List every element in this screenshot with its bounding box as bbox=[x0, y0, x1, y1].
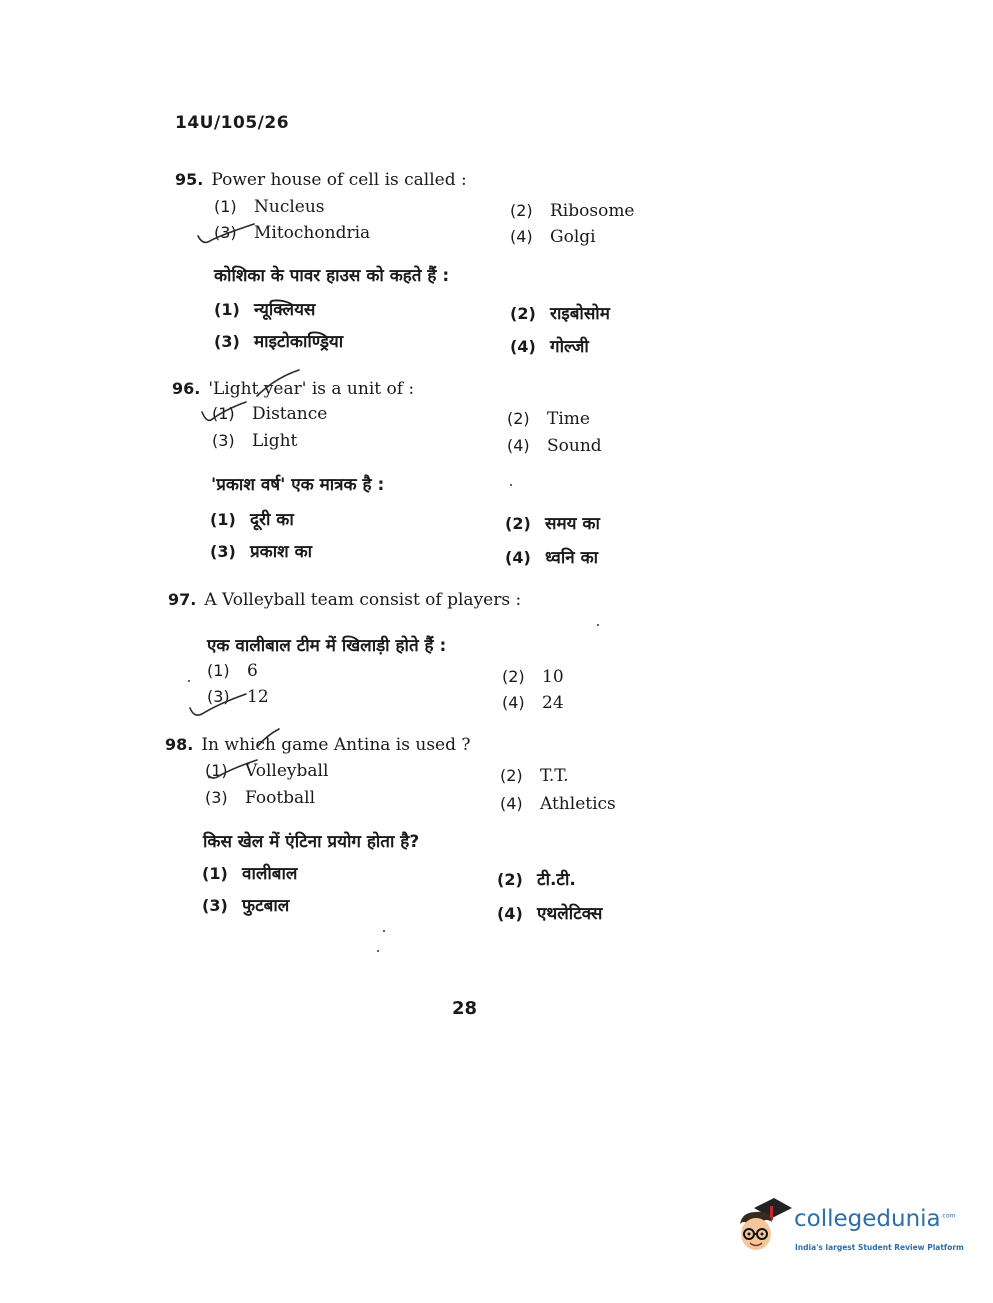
option-number: (1) bbox=[207, 661, 230, 680]
option-label: 10 bbox=[542, 667, 564, 687]
option-number: (4) bbox=[510, 337, 536, 356]
question-text: 'Light year' is a unit of : bbox=[208, 379, 415, 399]
option-number: (3) bbox=[214, 332, 240, 351]
hindi-option-4[interactable] bbox=[497, 901, 602, 924]
option-number: (4) bbox=[505, 548, 531, 567]
option-number: (3) bbox=[214, 223, 237, 242]
option-2[interactable] bbox=[500, 766, 569, 786]
hindi-option-2[interactable] bbox=[497, 867, 576, 890]
option-2[interactable] bbox=[502, 667, 564, 687]
option-4[interactable] bbox=[502, 693, 564, 713]
option-label: Football bbox=[245, 788, 316, 808]
scan-speck bbox=[597, 624, 599, 626]
option-number: (2) bbox=[502, 667, 525, 686]
option-label: ध्वनि का bbox=[545, 548, 599, 568]
question-text-hindi: 'प्रकाश वर्ष' एक मात्रक है : bbox=[211, 475, 385, 495]
brand-name bbox=[794, 1206, 955, 1232]
option-label: Volleyball bbox=[245, 761, 329, 781]
option-number: (2) bbox=[510, 304, 536, 323]
option-1[interactable] bbox=[214, 197, 325, 217]
option-number: (3) bbox=[202, 896, 228, 915]
brand-name-text: collegedunia bbox=[794, 1206, 941, 1232]
option-number: (4) bbox=[502, 693, 525, 712]
option-number: (4) bbox=[500, 794, 523, 813]
option-label: Light bbox=[252, 431, 298, 451]
underline-stroke-icon bbox=[255, 725, 285, 749]
option-label: Time bbox=[547, 409, 590, 429]
question-stem bbox=[165, 735, 471, 755]
option-label: फुटबाल bbox=[242, 896, 290, 916]
option-label: एथलेटिक्स bbox=[537, 904, 603, 924]
option-2[interactable] bbox=[507, 409, 590, 429]
hindi-option-1[interactable] bbox=[202, 861, 297, 884]
option-label: प्रकाश का bbox=[250, 542, 313, 562]
option-label: वालीबाल bbox=[242, 864, 298, 884]
brand-logo[interactable] bbox=[736, 1196, 964, 1266]
option-1[interactable] bbox=[207, 661, 258, 681]
hindi-option-4[interactable] bbox=[510, 334, 589, 357]
hindi-option-3[interactable] bbox=[202, 893, 289, 916]
option-label: Athletics bbox=[540, 794, 616, 814]
option-label: दूरी का bbox=[250, 510, 294, 530]
option-label: समय का bbox=[545, 514, 600, 534]
option-number: (2) bbox=[497, 870, 523, 889]
answer-tick-mark-98 bbox=[205, 758, 265, 786]
question-text-hindi: किस खेल में एंटिना प्रयोग होता है? bbox=[203, 832, 420, 852]
hindi-option-1[interactable] bbox=[210, 507, 294, 530]
option-4[interactable] bbox=[507, 436, 602, 456]
paper-code: 14U/105/26 bbox=[175, 113, 290, 133]
option-number: (2) bbox=[507, 409, 530, 428]
hindi-option-3[interactable] bbox=[214, 329, 343, 352]
option-number: (2) bbox=[510, 201, 533, 220]
option-number: (1) bbox=[212, 404, 235, 423]
question-number: 96. bbox=[172, 379, 201, 398]
option-number: (1) bbox=[202, 864, 228, 883]
answer-tick-mark-97 bbox=[188, 688, 258, 720]
option-number: (4) bbox=[510, 227, 533, 246]
option-label: गोल्जी bbox=[550, 337, 589, 357]
question-text: A Volleyball team consist of players : bbox=[204, 590, 522, 610]
option-label: Ribosome bbox=[550, 201, 635, 221]
option-label: Golgi bbox=[550, 227, 596, 247]
option-number: (3) bbox=[207, 687, 230, 706]
option-number: (3) bbox=[205, 788, 228, 807]
option-number: (4) bbox=[507, 436, 530, 455]
page-number: 28 bbox=[452, 998, 478, 1019]
hindi-option-1[interactable] bbox=[214, 297, 315, 320]
brand-tagline: India's largest Student Review Platform bbox=[795, 1243, 964, 1252]
option-number: (1) bbox=[210, 510, 236, 529]
option-label: टी.टी. bbox=[537, 870, 576, 890]
option-label: Sound bbox=[547, 436, 602, 456]
question-text: In which game Antina is used ? bbox=[201, 735, 471, 755]
option-label: माइटोकाण्ड्रिया bbox=[254, 332, 344, 352]
option-label: 6 bbox=[247, 661, 258, 681]
option-number: (1) bbox=[214, 197, 237, 216]
option-4[interactable] bbox=[500, 794, 616, 814]
option-label: न्यूक्लियस bbox=[254, 300, 316, 320]
option-4[interactable] bbox=[510, 227, 596, 247]
answer-tick-mark-96 bbox=[200, 400, 260, 430]
student-mascot-icon bbox=[736, 1196, 792, 1262]
option-2[interactable] bbox=[510, 201, 635, 221]
option-label: Mitochondria bbox=[254, 223, 371, 243]
option-label: Nucleus bbox=[254, 197, 325, 217]
option-number: (4) bbox=[497, 904, 523, 923]
hindi-option-4[interactable] bbox=[505, 545, 598, 568]
brand-suffix: .com bbox=[940, 1212, 956, 1220]
hindi-option-3[interactable] bbox=[210, 539, 312, 562]
scan-speck bbox=[188, 680, 190, 682]
question-stem bbox=[168, 590, 521, 610]
option-3[interactable] bbox=[212, 431, 297, 451]
option-3[interactable] bbox=[205, 788, 315, 808]
scan-speck bbox=[383, 930, 385, 932]
question-number: 97. bbox=[168, 590, 197, 609]
option-label: राइबोसोम bbox=[550, 304, 610, 324]
option-number: (1) bbox=[205, 761, 228, 780]
question-text-hindi: कोशिका के पावर हाउस को कहते हैं : bbox=[214, 266, 450, 286]
option-label: 24 bbox=[542, 693, 564, 713]
answer-tick-mark-95 bbox=[196, 220, 276, 250]
option-label: 12 bbox=[247, 687, 269, 707]
hindi-option-2[interactable] bbox=[505, 511, 600, 534]
option-number: (2) bbox=[505, 514, 531, 533]
option-number: (3) bbox=[210, 542, 236, 561]
option-label: T.T. bbox=[540, 766, 569, 786]
option-number: (3) bbox=[212, 431, 235, 450]
underline-stroke-icon bbox=[255, 368, 305, 398]
question-number: 95. bbox=[175, 170, 204, 189]
question-text: Power house of cell is called : bbox=[211, 170, 467, 190]
scan-speck bbox=[377, 950, 379, 952]
question-text-hindi: एक वालीबाल टीम में खिलाड़ी होते हैं : bbox=[207, 636, 447, 656]
question-number: 98. bbox=[165, 735, 194, 754]
hindi-option-2[interactable] bbox=[510, 301, 610, 324]
question-stem bbox=[175, 170, 467, 190]
option-label: Distance bbox=[252, 404, 328, 424]
option-number: (1) bbox=[214, 300, 240, 319]
option-number: (2) bbox=[500, 766, 523, 785]
scan-speck bbox=[510, 484, 512, 486]
